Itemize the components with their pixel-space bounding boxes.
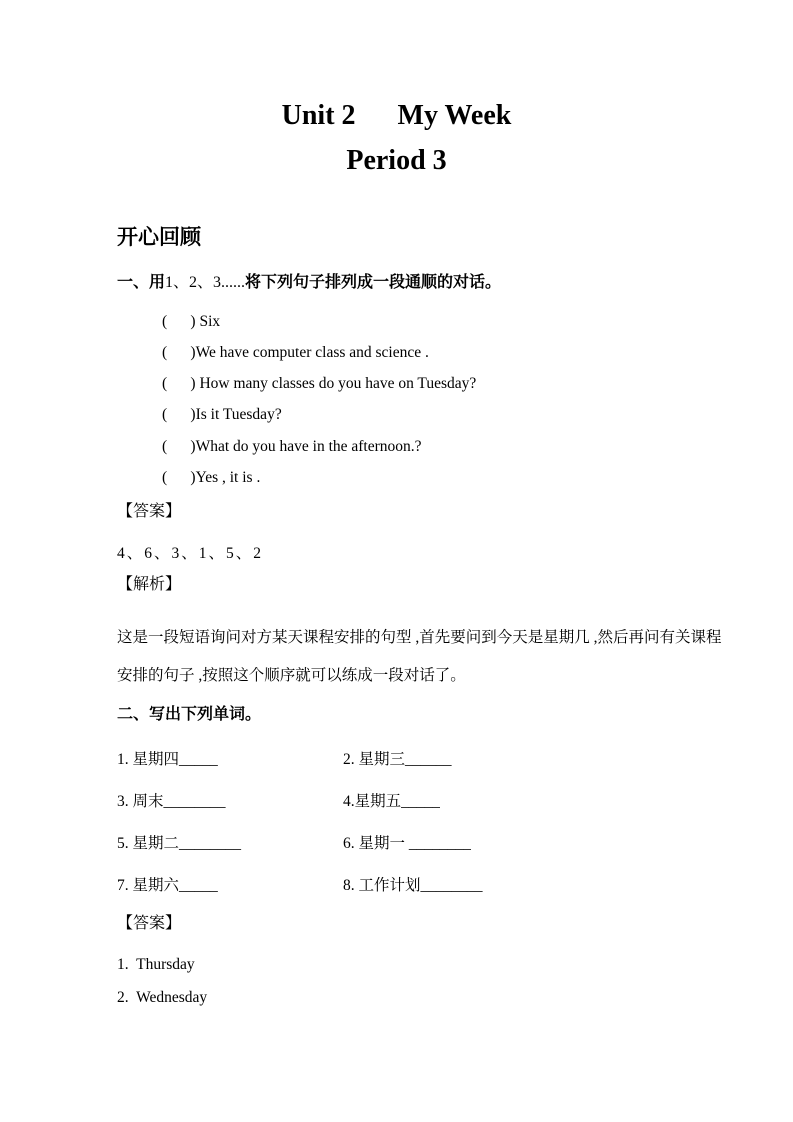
word-item-6: 6. 星期一 ________ (343, 835, 471, 852)
word-item-5: 5. 星期二________ (117, 835, 242, 852)
dialogue-item-2: ( )We have computer class and science . (162, 344, 429, 361)
analysis-label: 【解析】 (117, 576, 182, 593)
answer-item-1: 1. Thursday (117, 956, 195, 973)
exercise1-heading-numbers: 1、2、3...... (165, 274, 246, 291)
doc-title: Unit 2 My Week (281, 100, 512, 131)
dialogue-item-4: ( )Is it Tuesday? (162, 406, 282, 423)
word-item-7: 7. 星期六_____ (117, 877, 218, 894)
exercise1-heading-suffix: 将下列句子排列成一段通顺的对话。 (245, 274, 502, 291)
doc-subtitle: Period 3 (346, 145, 447, 176)
answer-label-exercise1: 【答案】 (117, 503, 182, 520)
exercise1-heading (117, 275, 501, 291)
exercise2-heading: 二、写出下列单词。 (117, 706, 262, 723)
answer-sequence: 4、6、3、1、5、2 (117, 545, 264, 562)
word-item-2: 2. 星期三______ (343, 751, 452, 768)
word-item-4: 4.星期五_____ (343, 793, 440, 810)
analysis-line-2: 安排的句子 ,按照这个顺序就可以练成一段对话了。 (117, 667, 466, 684)
answer-label-exercise2: 【答案】 (117, 915, 182, 932)
dialogue-item-6: ( )Yes , it is . (162, 469, 261, 486)
dialogue-item-5: ( )What do you have in the afternoon.? (162, 438, 422, 455)
review-section-heading: 开心回顾 (117, 226, 201, 249)
answer-item-2: 2. Wednesday (117, 989, 208, 1006)
word-item-3: 3. 周末________ (117, 793, 226, 810)
analysis-line-1: 这是一段短语询问对方某天课程安排的句型 ,首先要问到今天是星期几 ,然后再问有关课程 (117, 629, 722, 646)
dialogue-item-3: ( ) How many classes do you have on Tuesday? (162, 375, 477, 392)
word-item-1: 1. 星期四_____ (117, 751, 218, 768)
dialogue-item-1: ( ) Six (162, 313, 221, 330)
word-item-8: 8. 工作计划________ (343, 877, 483, 894)
exercise1-heading-prefix: 一、用 (117, 274, 166, 291)
